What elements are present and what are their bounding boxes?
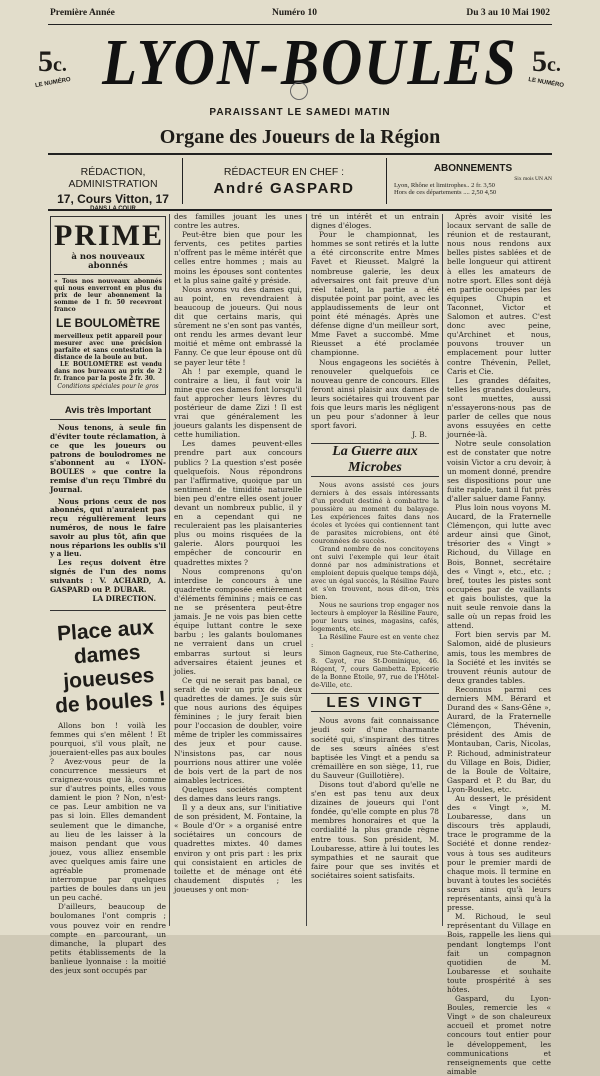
col2-paragraph-1: des familles jouant les unes contre les autres.	[174, 212, 302, 231]
avis-paragraph-1: Nous tenons, à seule fin d'éviter toute réclamation, à ce que les joueurs ou patrons de boulodromes ne s'abonnent au « LYON-BOULES » que contre la remise d'un reçu Timbré du Journal.	[50, 423, 166, 494]
col4-paragraph-4: Plus loin nous voyons M. Aucard, de la Fraternelle Clémençon, qui lutte avec ardeur ainsi que Ginot, trésorier des « Vingt » Richoud, du Village en Bois, Bonnet, secrétaire des « Vingt », etc., etc. ; bref, toutes les pistes sont occupées par de vaillants et gais boulistes, que la nuit seule renvoie dans la salle où un repas froid les attend.	[447, 503, 551, 631]
column-1	[50, 212, 167, 976]
library-stamp-icon	[290, 82, 308, 100]
col3-paragraph-1: tré un intérêt et un entrain dignes d'éloges.	[311, 212, 439, 231]
column-divider-2	[306, 214, 307, 926]
col2-paragraph-5: Les dames peuvent-elles prendre part aux concours publics ? La question s'est posée quelquefois. Nous répondrons par l'affirmative, quoique par un sentiment de timidité naturelle bien peu d'entre elles osent jouer devant un nombreux public, il y en a cependant qui ne reculeraient pas les plaisanteries plus ou moins risquées de la galerie. Alors pourquoi les empêcher de concourir en quadrettes mixtes ?	[174, 439, 302, 567]
guerre-paragraph-4: La Résiline Faure est en vente chez :	[311, 633, 439, 650]
editor-box	[186, 156, 382, 206]
admin-box	[48, 156, 178, 206]
avis-title: Avis très Important	[64, 405, 152, 417]
avis-paragraph-2: Nous prions ceux de nos abonnés, qui n'auraient pas reçu régulièrement leurs numéros, de nous le faire savoir au plus tôt, afin que nous réparions les oublis s'il y a lieu.	[50, 496, 166, 559]
column-4	[447, 212, 551, 1076]
prime-text: « Tous nos nouveaux abonnés qui nous enverront en plus du prix de leur abonnement la somme de 1 fr. 50 recevront franco	[54, 278, 162, 314]
col2-paragraph-9: Il y a deux ans, sur l'initiative de son président, M. Fontaine, la « Boule d'Or » a organisé entre sociétaires un concours de quadrettes mixtes. 40 dames environ y ont pris part : les prix qui consistaient en articles de toilette et de ménage ont été chaudement disputés ; les joueuses y ont mon-	[174, 803, 302, 894]
col4-paragraph-1: Après avoir visité les locaux servant de salle de réunion et de restaurant, nous nous rendons aux belles pistes sablées et de belle longueur qui attirent à elles les amateurs de notre sport. Elles sont déjà en partie occupées par les équipes Chupin et Taconnet, Victor et Salomon et autres. C'est donc avec peine, qu'Archinet et nous, pouvons trouver un emplacement pour lutter contre Thévenin, Pellet, Caris et Cie.	[447, 212, 551, 376]
subscription-row-1: Lyon, Rhône et limitrophes.. 2 fr. 3,50	[394, 182, 495, 189]
article-title-guerre-aux-microbes: La Guerre aux Microbes	[311, 443, 439, 477]
boulometre-price: LE BOULOMÈTRE est vendu dans nos bureaux au prix de 2 fr. franco par la poste 2 fr. 30.	[54, 361, 162, 383]
editor-label: RÉDACTEUR EN CHEF :	[223, 166, 345, 178]
col3-paragraph-3: Nous engageons les sociétés à renouveler quelquefois ce nouveau genre de concours. Elles feront ainsi plaisir aux dames de leurs sociétaires qui trouvent par fois que leurs maris les négligent un peu pour s'adonner à leur sport favori.	[311, 357, 439, 431]
price-right: 5c.	[532, 45, 561, 78]
top-line	[50, 8, 550, 22]
issue-number: Numéro 10	[272, 8, 317, 18]
subscription-box	[394, 156, 552, 206]
boulometre-conditions: Conditions spéciales pour le gros	[57, 383, 159, 391]
header-divider-2	[386, 158, 387, 204]
editor-name: André GASPARD	[213, 180, 355, 197]
col2-paragraph-6: Nous comprenons qu'on interdise le concours à une quadrette composée entièrement d'éléments féminins ; mais ce cas ne se présentera peut-être jamais. Je ne vois pas bien cette équipe luttant contre le sexe barbu ; les galants boulomanes ne verraient dans un cruel embarras surtout si leurs adversaires étaient jeunes et jolies.	[174, 566, 302, 676]
masthead-tagline: Organe des Joueurs de la Région	[159, 126, 441, 148]
year-label: Première Année	[50, 8, 115, 18]
col3-signature: J. B.	[412, 430, 427, 440]
subscription-title: ABONNEMENTS	[433, 163, 513, 174]
guerre-paragraph-1: Nous avons assisté ces jours derniers à des essais intéressants d'un produit destiné à combattre la poussière au moment du balayage. Les expériences faites dans nos écoles et lycées qui contiennent tant de parasites microbiens, ont été couronnées de succès.	[311, 481, 439, 546]
avis-signature: LA DIRECTION.	[92, 594, 156, 604]
admin-address: 17, Cours Vitton, 17	[57, 192, 169, 206]
subscription-columns: Six mois UN AN	[514, 176, 552, 182]
avis-paragraph-3: Les reçus doivent être signés de l'un des noms suivants : V. ACHARD, A. GASPARD ou P. DUBAR.	[50, 558, 166, 594]
col4-paragraph-2: Les grandes défaites, telles les grandes douleurs, sont muettes, aussi n'essayerons-nous pas de parler de celles que nous avons essuyées en cette journée-là.	[447, 375, 551, 440]
column-divider-3	[442, 214, 443, 926]
col2-paragraph-7: Ce qui ne serait pas banal, ce serait de voir un prix de deux quadrettes de dames. Je suis sûr que nous aurions des équipes féminines ; le jury ferait bien pour l'occasion de doubler, voire même de tripler les commissaires des jeux et pour cause. N'insistons pas, car nous pourrions nous attirer une volée de bois vert de la part de nos aimables lectrices.	[174, 675, 302, 785]
admin-line1: RÉDACTION, ADMINISTRATION	[68, 166, 158, 190]
col4-paragraph-8: M. Richoud, le seul représentant du Village en Bois, rappelle les liens qui pendant longtemps l'ont fait un compagnon quotidien de M. Loubaresse et souhaite toute prospérité à ses hôtes.	[447, 912, 551, 994]
article-title-place-aux-dames: Place aux dames joueuses de boules !	[54, 615, 167, 718]
masthead-title: LYON-BOULES	[102, 26, 518, 99]
price-left-sub: LE NUMÉRO	[34, 76, 72, 90]
vingt-paragraph-2: Disons tout d'abord qu'elle ne s'en est pas tenu aux deux dizaines de joueurs qui l'ont fondée, qu'elle compte en plus 78 membres honoraires et que la cordialité la plus grande règne entre tous. Son président, M. Loubaresse, attire à lui toutes les sympathies et ne saurait que faire pour que ses invités et sociétaires soient satisfaits.	[311, 780, 439, 880]
price-left: 5c.	[38, 45, 67, 78]
guerre-paragraph-2: Grand nombre de nos concitoyens ont suivi l'exemple qui leur était donné par nos administrations et emploient depuis quelque temps déjà, avec un égal succès, la Résiline Faure et s'en trouvent, nous dit-on, très bien.	[311, 545, 439, 602]
column-3	[311, 212, 439, 924]
col4-paragraph-7: Au dessert, le président des « Vingt », M. Loubaresse, dans un discours très applaudi, trace le programme de la Société et donne rendez-vous à tous ses auditeurs pour le premier mardi de chaque mois. Il termine en buvant à toutes les sociétés sœurs ainsi qu'à leurs représentants, ainsi qu'à la presse.	[447, 794, 551, 913]
guerre-paragraph-3: Nous ne saurions trop engager nos lecteurs à employer la Résiline Faure, pour leurs usines, magasins, cafés, logements, etc.	[311, 601, 439, 634]
boulometre-title: LE BOULOMÈTRE	[56, 316, 160, 331]
place-paragraph-1: Allons bon ! voilà les femmes qui s'en mêlent ! Et pourquoi, s'il vous plaît, ne joueraient-elles pas aux boules ? Avez-vous peur de la concurrence messieurs et craignez-vous que là, comme sur d'autres points, elles vous damient le pion ? Non, n'est-ce pas. Leur ambition ne va pas si loin. Elles demandent seulement que le dimanche, au lieu de les laisser à la maison pendant que vous jouez, vous alliez ensemble avec quelques amis faire une agréable promenade interrompue par quelques parties de boules dans un jeu un peu caché.	[50, 720, 166, 903]
prime-box	[50, 216, 166, 395]
issue-date: Du 3 au 10 Mai 1902	[466, 8, 550, 18]
col4-paragraph-6: Reconnus parmi ces derniers MM. Bérard et Durand des « Sans-Gêne », Aurard, de la Fraternelle Clémençon, Thévenin, président des Amis de Montauban, Caris, Nicolas, P. Richoud, administrateur du Village en Bois, Didier, de la Boule de Voltaire, Gaspard et P. du Bar, du Lyon-Boules, etc.	[447, 684, 551, 794]
header-rule	[48, 153, 552, 155]
guerre-paragraph-5: Simon Gagneux, rue Ste-Catherine, 8. Cayot, rue St-Dominique, 46. Régent, 7, cours Gambetta. Epicerie de la Bonne Étoile, 97, rue de l'Hôtel-de-Ville, etc.	[311, 649, 439, 690]
col2-paragraph-4: Ah ! par exemple, quand le contraire a lieu, il faut voir la mine que ces dames font lorsqu'il faut approcher leurs lèvres du postérieur de dame Zizi ! Il est vrai que généralement les joueurs galants les dispensent de cette humiliation.	[174, 366, 302, 440]
article-title-les-vingt: LES VINGT	[311, 693, 439, 712]
col4-paragraph-5: Fort bien servis par M. Salomon, aidé de plusieurs amis, tous les membres de la Société et les invités se trouvent réunis autour de deux grandes tables.	[447, 630, 551, 685]
place-paragraph-2: D'ailleurs, beaucoup de boulomanes l'ont compris ; vous pouvez voir en rendre compte en parcourant, un dimanche, la plupart des petits établissements de la banlieue lyonnaise : la moitié des jeux sont occupés par	[50, 902, 166, 976]
prime-subtitle: à nos nouveaux abonnés	[71, 252, 145, 272]
subscription-row-2: Hors de ces départements .... 2,50 4,50	[394, 189, 497, 196]
prime-title: PRIME	[54, 219, 164, 252]
vingt-paragraph-1: Nous avons fait connaissance jeudi soir d'une charmante société qui, s'inspirant des titres de ses sœurs aînées s'est baptisée les Vingt et a pendu sa crémaillère en son siège, 11, rue du Sauveur (Guillotière).	[311, 716, 439, 780]
col4-paragraph-9: Gaspard, du Lyon-Boules, remercie les « Vingt » de son chaleureux accueil et promet notre concours tout entier pour le développement, les communications et renseignements que cette aimable	[447, 994, 551, 1076]
col3-paragraph-2: Pour le championnat, les hommes se sont retirés et la lutte a été circonscrite entre Mmes Favet et Rieusset. Malgré la nombreuse galerie, les deux adversaires ont fait preuve d'un réel talent, la partie a été disputée point par point, avec les applaudissements de leur ont point été ménagés. Après une défense digne d'un meilleur sort, Mme Favet a succombé. Mme Rieusset a été proclamée championne.	[311, 230, 439, 358]
col2-paragraph-8: Quelques sociétés comptent des dames dans leurs rangs.	[174, 784, 302, 803]
masthead-subtitle: PARAISSANT LE SAMEDI MATIN	[209, 107, 391, 118]
columns-top-rule	[48, 209, 552, 211]
col4-paragraph-3: Notre seule consolation est de constater que notre voisin Victor a cru devoir, à un moment donné, prendre ses dispositions pour une fuite rapide, tant il fut près d'aller saluer dame Fanny.	[447, 439, 551, 503]
price-right-sub: LE NUMÉRO	[527, 76, 565, 90]
column-2	[174, 212, 302, 924]
col2-paragraph-3: Nous avons vu des dames qui, au point, en revendraient à beaucoup de joueurs. Qui nous dit que certains maris, qui sûrement ne s'en sont pas vantés, ont rendu les armes devant leur moitié et même ont embrassé la Fanny. Ce que leur épouse ont dû se payer leur tête !	[174, 284, 302, 367]
boulometre-text: merveilleux petit appareil pour mesurer avec une précision parfaite et sans contestation la distance de la boule au but.	[54, 333, 162, 362]
column-divider-1	[169, 214, 170, 926]
header-divider-1	[182, 158, 183, 204]
col2-paragraph-2: Peut-être bien que pour les fervents, ces petites parties n'offrent pas le même intérêt que celles entre hommes ; mais au moins les épouses sont contentes et la plus saine gaîté y préside.	[174, 230, 302, 285]
